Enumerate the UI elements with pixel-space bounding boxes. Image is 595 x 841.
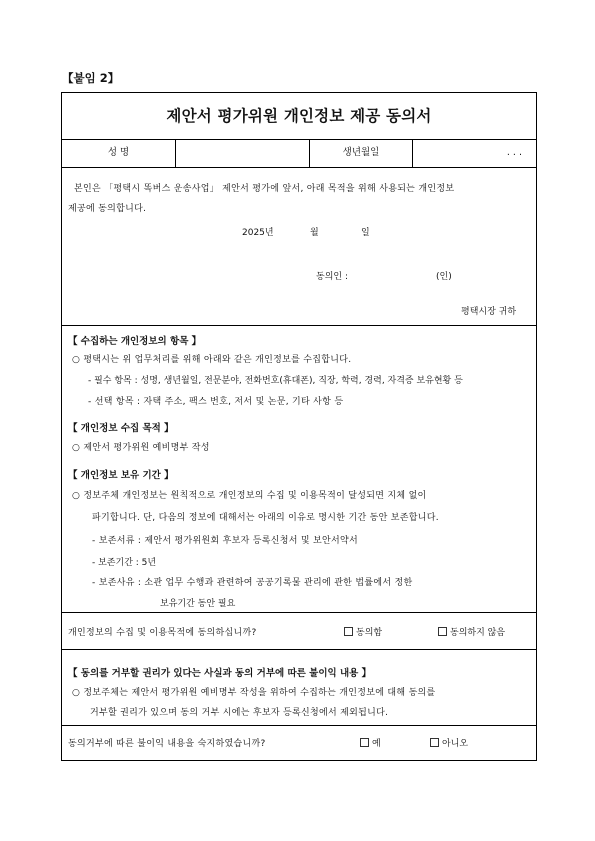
retention-period: - 보존기간 : 5년 xyxy=(92,558,157,568)
checkbox-icon[interactable] xyxy=(360,738,369,747)
checkbox-icon[interactable] xyxy=(430,738,439,747)
purpose-text: ○ 제안서 평가위원 예비명부 작성 xyxy=(72,443,210,453)
question1-yes-label: 동의함 xyxy=(356,628,383,638)
consent-text-line2: 제공에 동의합니다. xyxy=(68,204,147,214)
attachment-label: 【붙임 2】 xyxy=(62,71,120,85)
question2-text: 동의거부에 따른 불이익 내용을 숙지하였습니까? xyxy=(68,739,266,749)
question2-yes-label: 예 xyxy=(372,739,381,749)
retention-reason-line1: - 보존사유 : 소관 업무 수행과 관련하여 공공기록물 관리에 관한 법률에서 정한 xyxy=(92,578,413,588)
retention-line2: 파기합니다. 단, 다음의 정보에 대해서는 아래의 이유로 명시한 기간 동안 보존합니다. xyxy=(92,513,439,523)
consent-text-line1: 본인은 「평택시 똑버스 운송사업」 제안서 평가에 앞서, 아래 목적을 위해 사용되는 개인정보 xyxy=(74,184,455,194)
purpose-heading: 【 개인정보 수집 목적 】 xyxy=(68,423,174,434)
divider xyxy=(62,612,536,613)
date-month: 월 xyxy=(310,228,319,238)
consent-form xyxy=(61,92,537,761)
info-row xyxy=(62,139,536,168)
divider xyxy=(62,325,536,326)
question2-yes-option[interactable] xyxy=(360,736,381,749)
refusal-heading: 【 동의를 거부할 권리가 있다는 사실과 동의 거부에 따른 불이익 내용 】 xyxy=(68,668,372,679)
seal-mark: (인) xyxy=(436,272,452,282)
date-day: 일 xyxy=(361,228,370,238)
refusal-line1: ○ 정보주체는 제안서 평가위원 예비명부 작성을 위하여 수집하는 개인정보에 대해 동의를 xyxy=(72,688,436,698)
question1-yes-option[interactable] xyxy=(344,625,382,638)
items-intro: ○ 평택시는 위 업무처리를 위해 아래와 같은 개인정보를 수집합니다. xyxy=(72,355,352,365)
checkbox-icon[interactable] xyxy=(344,627,353,636)
agreer-label: 동의인 : xyxy=(316,272,348,282)
question1-no-label: 동의하지 않음 xyxy=(450,628,506,638)
retention-heading: 【 개인정보 보유 기간 】 xyxy=(68,470,174,481)
divider xyxy=(62,725,536,726)
refusal-line2: 거부할 권리가 있으며 동의 거부 시에는 후보자 등록신청에서 제외됩니다. xyxy=(90,708,389,718)
retention-docs: - 보존서류 : 제안서 평가위원회 후보자 등록신청서 및 보안서약서 xyxy=(92,536,359,546)
question2-no-option[interactable] xyxy=(430,736,468,749)
items-optional: - 선택 항목 : 자택 주소, 팩스 번호, 저서 및 논문, 기타 사항 등 xyxy=(88,397,344,407)
question1-text: 개인정보의 수집 및 이용목적에 동의하십니까? xyxy=(68,628,257,638)
form-title: 제안서 평가위원 개인정보 제공 동의서 xyxy=(62,93,536,140)
checkbox-icon[interactable] xyxy=(438,627,447,636)
question1-no-option[interactable] xyxy=(438,625,505,638)
question2-no-label: 아니오 xyxy=(442,739,469,749)
items-heading: 【 수집하는 개인정보의 항목 】 xyxy=(68,336,202,347)
retention-reason-line2: 보유기간 동안 필요 xyxy=(160,599,236,609)
birth-field[interactable]: . . . xyxy=(506,147,522,158)
name-label: 성 명 xyxy=(107,147,130,158)
items-required: - 필수 항목 : 성명, 생년월일, 전문분야, 전화번호(휴대폰), 직장, 학력, 경력, 자격증 보유현황 등 xyxy=(88,376,463,386)
birth-label: 생년월일 xyxy=(342,147,380,158)
divider xyxy=(62,649,536,650)
retention-line1: ○ 정보주체 개인정보는 원칙적으로 개인정보의 수집 및 이용목적이 달성되면 지체 없이 xyxy=(72,491,427,501)
name-field[interactable] xyxy=(176,139,309,167)
recipient: 평택시장 귀하 xyxy=(461,307,517,317)
date-year: 2025년 xyxy=(242,228,274,238)
